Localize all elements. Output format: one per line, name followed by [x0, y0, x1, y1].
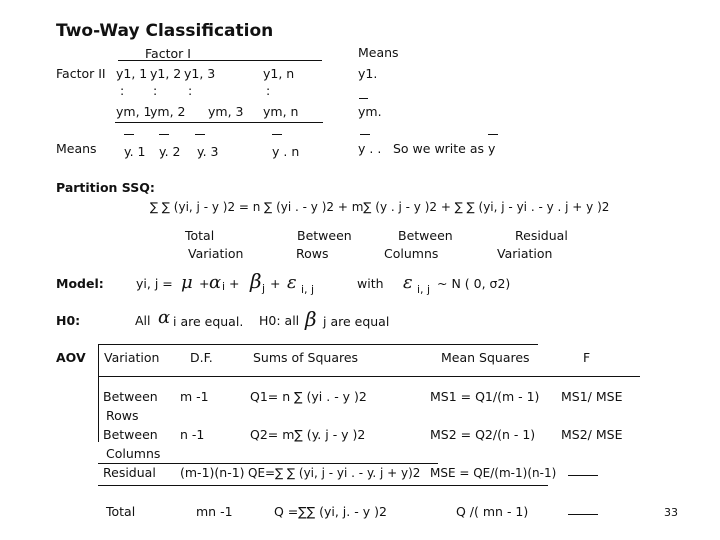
- colon-n: :: [266, 83, 271, 98]
- matrix-bottom-rule: [115, 122, 323, 123]
- row1-df: m -1: [180, 389, 209, 404]
- model-plus-1: +: [199, 276, 210, 291]
- alpha-sub: i: [222, 280, 226, 293]
- grand-mean: y . .: [358, 141, 382, 156]
- term-total-2: Variation: [188, 246, 244, 261]
- row-mean-m: ym.: [358, 104, 382, 119]
- col-header-variation: Variation: [104, 350, 160, 365]
- overbar-c1: [124, 134, 134, 135]
- cell-ym2: ym, 2: [150, 104, 186, 119]
- mu-symbol: μ: [181, 272, 193, 293]
- overbar-y: [488, 134, 498, 135]
- epsilon-symbol: ε: [287, 272, 297, 293]
- col-header-ss: Sums of Squares: [253, 350, 359, 365]
- cell-y13: y1, 3: [184, 66, 216, 81]
- overbar-grand: [360, 134, 370, 135]
- means-label-top: Means: [358, 45, 399, 60]
- term-between-cols: Between: [398, 228, 453, 243]
- cell-y11: y1, 1: [116, 66, 148, 81]
- factor1-label: Factor I: [145, 46, 191, 61]
- aov-left-rule: [98, 344, 99, 442]
- row3-bottom-rule: [98, 485, 548, 486]
- epsilon-symbol-2: ε: [403, 272, 413, 293]
- row1-ms: MS1 = Q1/(m - 1): [430, 389, 540, 404]
- overbar-c3: [195, 134, 205, 135]
- epsilon-sub: i, j: [301, 283, 315, 296]
- cell-ym3: ym, 3: [208, 104, 244, 119]
- col-header-f: F: [583, 350, 591, 365]
- epsilon-sub-2: i, j: [417, 283, 431, 296]
- aov-header-rule: [98, 376, 640, 377]
- col-mean-1: y. 1: [124, 144, 146, 159]
- with-text: with: [357, 276, 384, 291]
- overbar-ym: [359, 98, 368, 99]
- term-residual-2: Variation: [497, 246, 553, 261]
- cell-y1n: y1, n: [263, 66, 295, 81]
- row2-ss: Q2= m∑ (y. j - y )2: [250, 427, 366, 442]
- page-number: 33: [664, 506, 678, 519]
- cell-ym1: ym, 1: [116, 104, 152, 119]
- row3-var: Residual: [103, 465, 156, 480]
- alpha-symbol-h0: α: [158, 307, 171, 328]
- error-distribution: ~ N ( 0, σ2): [437, 276, 511, 291]
- col-mean-n: y . n: [272, 144, 300, 159]
- row1-ss: Q1= n ∑ (yi . - y )2: [250, 389, 367, 404]
- colon-3: :: [188, 83, 193, 98]
- colon-1: :: [120, 83, 125, 98]
- colon-2: :: [153, 83, 158, 98]
- row3-ss: QE=∑ ∑ (yi, j - yi . - y. j + y)2: [248, 466, 421, 480]
- term-between-rows-2: Rows: [296, 246, 329, 261]
- row3-f-blank: [568, 475, 598, 476]
- row-mean-1: y1.: [358, 66, 378, 81]
- aov-label: AOV: [56, 350, 86, 365]
- beta-symbol: β: [250, 269, 262, 293]
- row4-df: mn -1: [196, 504, 233, 519]
- page-title: Two-Way Classification: [56, 21, 274, 41]
- h0-label: H0:: [56, 313, 81, 328]
- term-residual: Residual: [515, 228, 568, 243]
- cell-y12: y1, 2: [150, 66, 182, 81]
- overbar-cn: [272, 134, 282, 135]
- row1-f: MS1/ MSE: [561, 389, 623, 404]
- factor1-rule: [118, 60, 322, 61]
- h0-all-b: H0: all: [259, 313, 300, 328]
- row2-ms: MS2 = Q2/(n - 1): [430, 427, 536, 442]
- model-plus-2: +: [229, 276, 240, 291]
- factor2-label: Factor II: [56, 66, 106, 81]
- h0-alpha-text: i are equal.: [173, 314, 244, 329]
- col-header-df: D.F.: [190, 350, 213, 365]
- row2-var-2: Columns: [106, 446, 161, 461]
- partition-equation: ∑ ∑ (yi, j - y )2 = n ∑ (yi . - y )2 + m∑ (y . j - y )2 + ∑ ∑ (yi, j - yi . - y . j + y )2: [150, 200, 610, 214]
- means-label: Means: [56, 141, 97, 156]
- row4-ms: Q /( mn - 1): [456, 504, 529, 519]
- beta-symbol-h0: β: [305, 307, 317, 331]
- row2-df: n -1: [180, 427, 205, 442]
- col-header-ms: Mean Squares: [441, 350, 530, 365]
- row1-var-2: Rows: [106, 408, 139, 423]
- model-label: Model:: [56, 276, 104, 291]
- overbar-c2: [159, 134, 169, 135]
- col-mean-2: y. 2: [159, 144, 181, 159]
- term-between-cols-2: Columns: [384, 246, 439, 261]
- h0-beta-text: j are equal: [323, 314, 390, 329]
- row3-df: (m-1)(n-1): [180, 465, 245, 480]
- row4-var: Total: [106, 504, 136, 519]
- row2-var: Between: [103, 427, 158, 442]
- row2-f: MS2/ MSE: [561, 427, 623, 442]
- aov-top-rule: [98, 344, 538, 345]
- model-lhs: yi, j =: [136, 276, 173, 291]
- term-total: Total: [185, 228, 215, 243]
- col-mean-3: y. 3: [197, 144, 219, 159]
- partition-label: Partition SSQ:: [56, 180, 155, 195]
- row4-f-blank: [568, 514, 598, 515]
- row3-ms: MSE = QE/(m-1)(n-1): [430, 466, 557, 480]
- cell-ymn: ym, n: [263, 104, 299, 119]
- h0-all: All: [135, 313, 151, 328]
- row3-top-rule: [98, 463, 438, 464]
- row1-var: Between: [103, 389, 158, 404]
- model-plus-3: +: [270, 276, 281, 291]
- beta-sub: j: [262, 282, 266, 295]
- alpha-symbol: α: [209, 272, 222, 293]
- term-between-rows: Between: [297, 228, 352, 243]
- write-as-note: So we write as y: [393, 141, 496, 156]
- row4-ss: Q =∑∑ (yi, j. - y )2: [274, 504, 387, 519]
